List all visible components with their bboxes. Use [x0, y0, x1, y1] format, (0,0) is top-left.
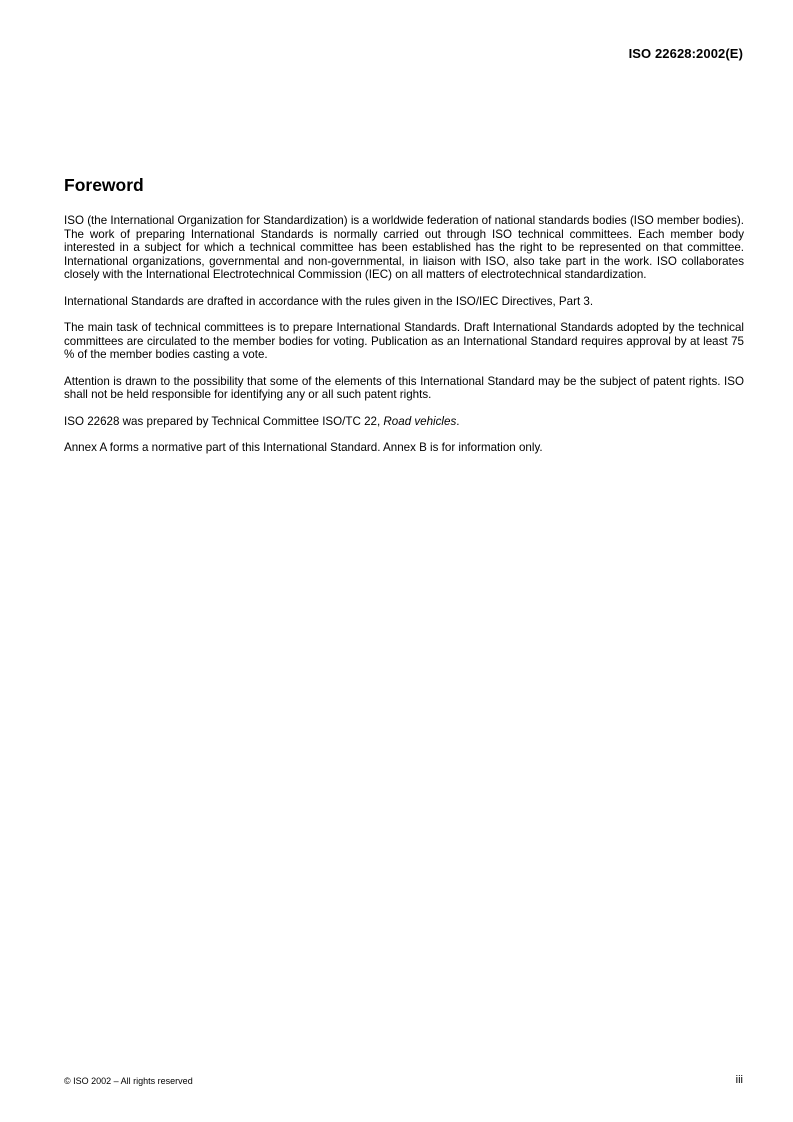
document-id: ISO 22628:2002(E)	[628, 46, 743, 61]
page-title: Foreword	[64, 175, 144, 195]
paragraph-annex-note: Annex A forms a normative part of this International Standard. Annex B is for information only.	[64, 441, 543, 454]
prepared-by-suffix: .	[456, 414, 460, 428]
foreword-section	[64, 174, 744, 468]
prepared-by-prefix: ISO 22628 was prepared by Technical Committee ISO/TC 22,	[64, 414, 384, 428]
paragraph-directives: International Standards are drafted in accordance with the rules given in the ISO/IEC Directives, Part 3.	[64, 294, 594, 308]
paragraph-patent-rights: Attention is drawn to the possibility that some of the elements of this International Standard may be the subject of patent rights. ISO shall not be held responsible for identifying any or all such patent rights.	[64, 374, 744, 401]
paragraph-committee-task: The main task of technical committees is to prepare International Standards. Draft International Standards adopted by the technical committees are circulated to the member bodies for voting. Publication as an International Standard requires approval by at least 75 % of the member bodies casting a vote.	[64, 321, 744, 361]
committee-name: Road vehicles	[383, 414, 457, 428]
footer-copyright: © ISO 2002 – All rights reserved	[64, 1076, 193, 1086]
paragraph-prepared-by	[64, 415, 744, 429]
paragraph-iso-intro: ISO (the International Organization for Standardization) is a worldwide federation of national standards bodies (ISO member bodies). The work of preparing International Standards is normally carried out through ISO technical committees. Each member body interested in a subject for which a technical committee has been established has the right to be represented on that committee. International organizations, governmental and non-governmental, in liaison with ISO, also take part in the work. ISO collaborates closely with the International Electrotechnical Commission (IEC) on all matters of electrotechnical standardization.	[64, 214, 744, 281]
footer-page-number: iii	[735, 1074, 743, 1086]
